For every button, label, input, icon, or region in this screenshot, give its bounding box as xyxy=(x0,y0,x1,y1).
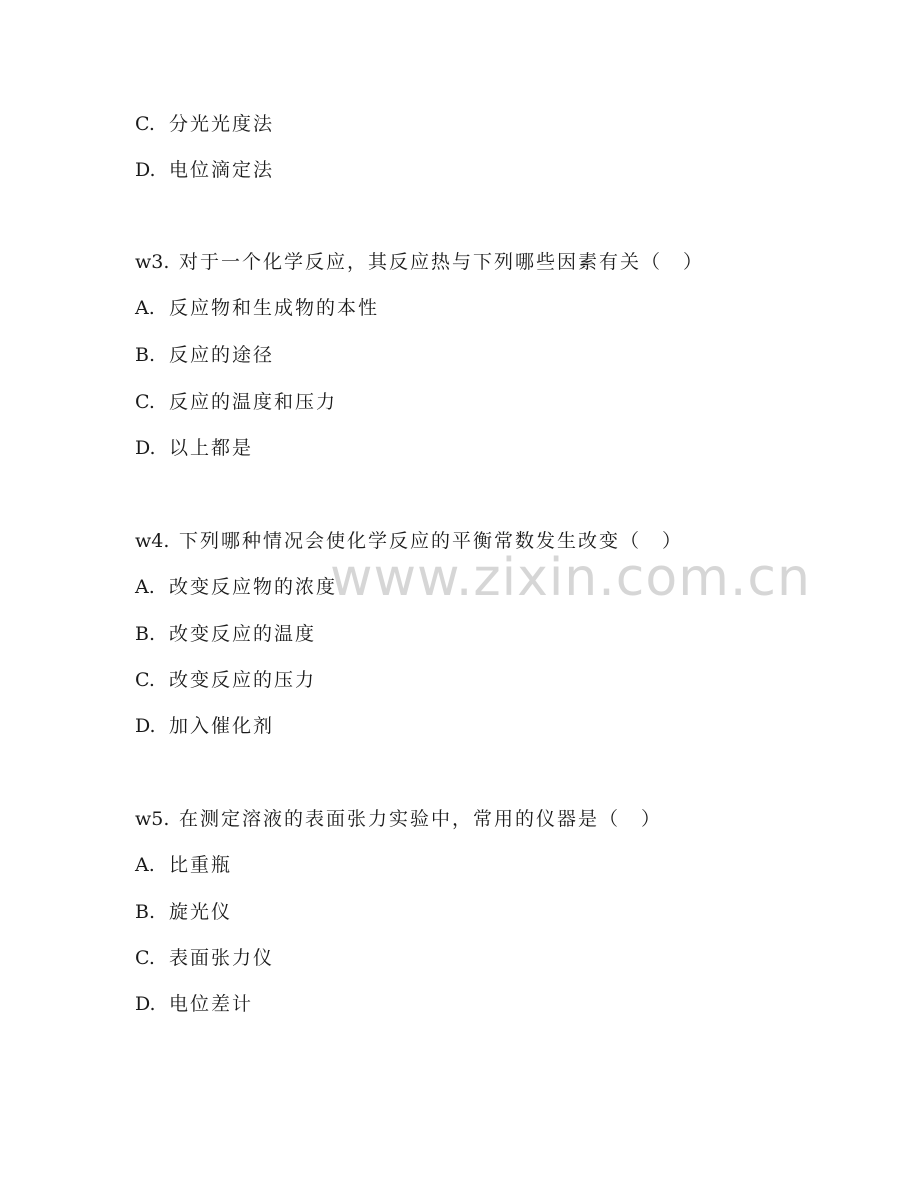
question-text: 下列哪种情况会使化学反应的平衡常数发生改变（ ） xyxy=(179,530,684,552)
option-letter: C. xyxy=(135,391,155,413)
option-d xyxy=(135,992,253,1016)
option-a xyxy=(135,296,379,320)
option-text: 改变反应物的浓度 xyxy=(169,576,338,598)
question-text: 在测定溶液的表面张力实验中，常用的仪器是（ ） xyxy=(179,808,663,830)
option-text: 以上都是 xyxy=(169,437,254,459)
question-stem xyxy=(135,529,683,553)
question-number: w3. xyxy=(135,251,170,273)
option-text: 电位差计 xyxy=(169,993,254,1015)
option-a xyxy=(135,575,337,599)
option-d xyxy=(135,158,274,182)
option-letter: A. xyxy=(135,297,155,319)
option-text: 电位滴定法 xyxy=(169,159,275,181)
option-text: 表面张力仪 xyxy=(169,947,275,969)
option-c xyxy=(135,390,337,414)
option-text: 反应物和生成物的本性 xyxy=(169,297,380,319)
option-letter: A. xyxy=(135,576,155,598)
question-stem xyxy=(135,807,662,831)
option-letter: B. xyxy=(135,623,156,645)
option-letter: C. xyxy=(135,947,155,969)
question-text: 对于一个化学反应，其反应热与下列哪些因素有关（ ） xyxy=(179,251,705,273)
option-c xyxy=(135,946,274,970)
option-text: 改变反应的压力 xyxy=(169,669,317,691)
option-b xyxy=(135,622,316,646)
question-number: w4. xyxy=(135,530,170,552)
option-c xyxy=(135,668,316,692)
option-letter: D. xyxy=(135,993,156,1015)
option-letter: A. xyxy=(135,854,155,876)
option-text: 反应的温度和压力 xyxy=(169,391,338,413)
option-letter: C. xyxy=(135,113,155,135)
option-text: 旋光仪 xyxy=(169,901,233,923)
option-d xyxy=(135,714,274,738)
option-letter: B. xyxy=(135,901,156,923)
option-text: 分光光度法 xyxy=(169,113,275,135)
option-text: 加入催化剂 xyxy=(169,715,275,737)
option-letter: B. xyxy=(135,344,156,366)
option-letter: C. xyxy=(135,669,155,691)
option-c xyxy=(135,112,274,136)
watermark: www.zixin.com.cn xyxy=(330,548,811,608)
option-text: 反应的途径 xyxy=(169,344,275,366)
option-letter: D. xyxy=(135,715,156,737)
option-text: 改变反应的温度 xyxy=(169,623,317,645)
question-stem xyxy=(135,250,704,274)
option-letter: D. xyxy=(135,437,156,459)
option-a xyxy=(135,853,232,877)
question-number: w5. xyxy=(135,808,170,830)
option-text: 比重瓶 xyxy=(169,854,233,876)
option-letter: D. xyxy=(135,159,156,181)
option-d xyxy=(135,436,253,460)
option-b xyxy=(135,343,274,367)
option-b xyxy=(135,900,232,924)
